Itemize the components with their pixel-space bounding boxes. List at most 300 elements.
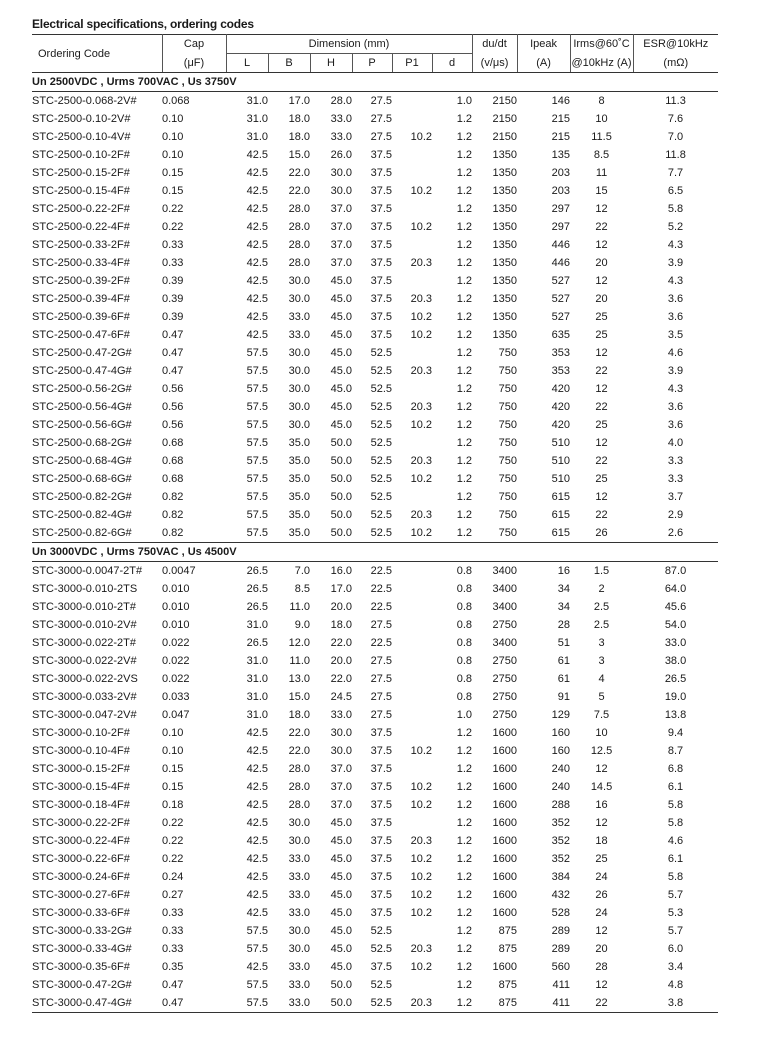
cell-ordering-code: STC-3000-0.15-2F#: [32, 763, 130, 775]
cell-irms: 3: [598, 655, 605, 667]
cell-esr: 7.7: [667, 167, 684, 179]
cell-irms: 25: [595, 329, 608, 341]
cell-dim-P: 52.5: [370, 509, 392, 521]
cell-ordering-code: STC-2500-0.39-2F#: [32, 275, 130, 287]
cell-dim-H: 45.0: [330, 347, 352, 359]
cell-dudt: 750: [498, 473, 518, 485]
cell-dim-H: 45.0: [330, 925, 352, 937]
cell-dim-d: 1.2: [456, 275, 473, 287]
cell-ordering-code: STC-3000-0.47-4G#: [32, 994, 162, 1013]
cell-dim-L: 42.5: [246, 293, 268, 305]
cell-ipeak: 91: [557, 691, 571, 703]
cell-dim-L: 26.5: [246, 637, 268, 649]
cell-cap: 0.22: [162, 203, 184, 215]
cell-ipeak: 432: [551, 889, 571, 901]
header-dimension: Dimension (mm): [226, 35, 472, 54]
cell-dim-H: 50.0: [330, 491, 352, 503]
cell-ordering-code: STC-2500-0.82-6G#: [32, 527, 132, 539]
cell-dim-H: 45.0: [330, 817, 352, 829]
table-row: [32, 92, 718, 111]
table-row: [32, 688, 718, 706]
cell-esr: 3.6: [667, 311, 684, 323]
cell-cap: 0.56: [162, 401, 184, 413]
cell-cap: 0.56: [162, 419, 184, 431]
cell-dim-L: 31.0: [246, 655, 268, 667]
cell-esr: 7.6: [667, 113, 684, 125]
cell-irms: 11: [595, 167, 608, 179]
cell-dim-P: 37.5: [370, 763, 392, 775]
cell-cap: 0.82: [162, 509, 184, 521]
cell-ordering-code: STC-3000-0.22-2F#: [32, 817, 130, 829]
cell-dim-H: 45.0: [330, 853, 352, 865]
cell-dudt: 3400: [492, 583, 518, 595]
cell-dim-P1: [392, 344, 432, 362]
table-row: [32, 850, 718, 868]
cell-ipeak: 446: [551, 257, 571, 269]
cell-dim-L: 42.5: [246, 329, 268, 341]
cell-dim-L: 42.5: [246, 727, 268, 739]
cell-cap: 0.15: [162, 185, 184, 197]
cell-dim-H: 50.0: [330, 437, 352, 449]
cell-esr: 3.6: [667, 293, 684, 305]
cell-cap: 0.47: [162, 329, 184, 341]
cell-irms: 26: [595, 527, 608, 539]
cell-dim-P: 52.5: [370, 943, 392, 955]
cell-ordering-code: STC-3000-0.022-2V#: [32, 655, 137, 667]
cell-ordering-code: STC-2500-0.33-2F#: [32, 239, 130, 251]
cell-dim-B: 28.0: [288, 781, 310, 793]
cell-dim-L: 57.5: [246, 401, 268, 413]
cell-irms: 10: [595, 113, 608, 125]
cell-ordering-code: STC-2500-0.22-4F#: [32, 221, 130, 233]
cell-cap: 0.10: [162, 149, 184, 161]
header-dudt-unit: (v/μs): [472, 54, 517, 73]
cell-dim-d: 1.2: [456, 961, 473, 973]
cell-dim-P: 37.5: [370, 817, 392, 829]
cell-dim-L: 42.5: [246, 781, 268, 793]
table-row: [32, 958, 718, 976]
cell-esr: 54.0: [664, 619, 687, 631]
cell-ipeak: 215: [551, 131, 571, 143]
table-row: [32, 562, 718, 581]
cell-dim-d: 1.2: [456, 835, 473, 847]
cell-dim-P: 37.5: [370, 727, 392, 739]
cell-ipeak: 297: [551, 203, 571, 215]
table-row: [32, 182, 718, 200]
cell-ordering-code: STC-3000-0.18-4F#: [32, 799, 130, 811]
cell-esr: 3.6: [667, 401, 684, 413]
cell-dim-L: 42.5: [246, 835, 268, 847]
cell-dim-L: 42.5: [246, 185, 268, 197]
cell-dim-P1: [392, 688, 432, 706]
cell-dudt: 1350: [492, 167, 518, 179]
cell-dim-P: 37.5: [370, 329, 392, 341]
cell-dim-B: 30.0: [288, 817, 310, 829]
cell-ordering-code: STC-2500-0.56-6G#: [32, 419, 132, 431]
cell-dim-d: 1.2: [456, 925, 473, 937]
cell-dim-L: 42.5: [246, 745, 268, 757]
cell-dim-B: 35.0: [288, 437, 310, 449]
cell-cap: 0.010: [162, 619, 190, 631]
table-row: [32, 236, 718, 254]
cell-ipeak: 297: [551, 221, 571, 233]
cell-cap: 0.82: [162, 491, 184, 503]
section-heading: Un 3000VDC , Urms 750VAC , Us 4500V: [32, 543, 718, 562]
cell-cap: 0.68: [162, 473, 184, 485]
cell-dim-B: 30.0: [288, 383, 310, 395]
cell-ipeak: 527: [551, 293, 571, 305]
cell-dim-P1: 10.2: [410, 419, 432, 431]
cell-dim-L: 57.5: [246, 473, 268, 485]
table-row: [32, 598, 718, 616]
cell-cap: 0.33: [162, 925, 184, 937]
table-row: [32, 200, 718, 218]
cell-ipeak: 61: [557, 655, 571, 667]
table-header: [32, 35, 718, 73]
cell-dim-H: 45.0: [330, 401, 352, 413]
cell-dim-H: 45.0: [330, 889, 352, 901]
cell-dudt: 750: [498, 527, 518, 539]
cell-dudt: 3400: [492, 637, 518, 649]
cell-dudt: 2150: [492, 131, 518, 143]
cell-dim-d: 1.0: [456, 95, 473, 107]
cell-ordering-code: STC-2500-0.15-2F#: [32, 167, 130, 179]
cell-dim-H: 45.0: [330, 943, 352, 955]
cell-dim-d: 1.2: [456, 437, 473, 449]
cell-esr: 5.8: [667, 799, 684, 811]
cell-dudt: 1350: [492, 239, 518, 251]
cell-cap: 0.022: [162, 673, 190, 685]
cell-dim-P1: 10.2: [410, 907, 432, 919]
cell-dim-P1: [392, 200, 432, 218]
cell-dudt: 1600: [492, 853, 518, 865]
cell-dim-H: 37.0: [330, 781, 352, 793]
cell-irms: 4: [598, 673, 605, 685]
section-heading: Un 2500VDC , Urms 700VAC , Us 3750V: [32, 73, 718, 92]
cell-dim-P1: 10.2: [410, 745, 432, 757]
cell-dim-P1: 10.2: [410, 329, 432, 341]
cell-esr: 2.9: [667, 509, 684, 521]
cell-dim-L: 42.5: [246, 275, 268, 287]
table-row: [32, 308, 718, 326]
header-cap: Cap: [162, 35, 226, 54]
cell-dim-P: 27.5: [370, 673, 392, 685]
spec-table: [32, 34, 718, 1013]
cell-esr: 6.8: [667, 763, 684, 775]
cell-dim-H: 45.0: [330, 907, 352, 919]
cell-cap: 0.22: [162, 221, 184, 233]
cell-dim-B: 28.0: [288, 203, 310, 215]
cell-ordering-code: STC-3000-0.047-2V#: [32, 709, 137, 721]
cell-ordering-code: STC-3000-0.0047-2T#: [32, 565, 143, 577]
cell-dim-P1: 10.2: [410, 781, 432, 793]
cell-dim-d: 0.8: [456, 565, 473, 577]
cell-dim-d: 1.2: [432, 994, 472, 1013]
cell-dim-P: 27.5: [370, 691, 392, 703]
table-row: [32, 778, 718, 796]
cell-irms: 22: [595, 221, 608, 233]
cell-ordering-code: STC-2500-0.82-4G#: [32, 509, 132, 521]
cell-dim-P1: [392, 236, 432, 254]
cell-dim-B: 11.0: [289, 655, 310, 667]
cell-irms: 22: [595, 455, 608, 467]
cell-dim-P1: [392, 580, 432, 598]
cell-ipeak: 203: [551, 167, 571, 179]
cell-ordering-code: STC-2500-0.10-2V#: [32, 113, 131, 125]
cell-dim-d: 1.2: [456, 347, 473, 359]
cell-dim-B: 22.0: [288, 167, 310, 179]
cell-dim-d: 0.8: [456, 655, 473, 667]
cell-ordering-code: STC-3000-0.022-2T#: [32, 637, 136, 649]
cell-dim-B: 33.0: [288, 853, 310, 865]
cell-dim-L: 57.5: [246, 419, 268, 431]
cell-dim-L: 42.5: [246, 257, 268, 269]
cell-dim-d: 1.2: [456, 131, 473, 143]
cell-dudt: 750: [498, 401, 518, 413]
cell-dim-B: 13.0: [288, 673, 310, 685]
cell-dim-P: 52.5: [370, 437, 392, 449]
cell-dim-B: 28.0: [288, 763, 310, 775]
table-row: [32, 580, 718, 598]
cell-dim-d: 1.2: [456, 257, 473, 269]
cell-dim-P: 37.5: [370, 221, 392, 233]
cell-dim-L: 57.5: [226, 994, 268, 1013]
cell-ipeak: 411: [517, 994, 570, 1013]
cell-dim-H: 45.0: [330, 365, 352, 377]
cell-cap: 0.27: [162, 889, 184, 901]
header-dudt: du/dt: [472, 35, 517, 54]
cell-esr: 5.8: [667, 817, 684, 829]
cell-dim-H: 50.0: [330, 473, 352, 485]
cell-dim-H: 37.0: [330, 257, 352, 269]
cell-dim-P: 52.5: [370, 401, 392, 413]
cell-dim-P1: [392, 272, 432, 290]
cell-dim-P: 52.5: [370, 347, 392, 359]
table-row: [32, 524, 718, 543]
cell-dudt: 3400: [492, 565, 518, 577]
cell-dudt: 750: [498, 365, 518, 377]
cell-dim-d: 1.2: [456, 727, 473, 739]
cell-dim-d: 1.2: [456, 781, 473, 793]
cell-dim-P: 37.5: [370, 203, 392, 215]
cell-cap: 0.68: [162, 437, 184, 449]
cell-ordering-code: STC-2500-0.22-2F#: [32, 203, 130, 215]
cell-dim-d: 1.2: [456, 979, 473, 991]
cell-dim-d: 1.2: [456, 817, 473, 829]
cell-esr: 3.7: [667, 491, 684, 503]
table-row: [32, 398, 718, 416]
cell-ordering-code: STC-3000-0.47-2G#: [32, 979, 132, 991]
cell-ipeak: 146: [551, 95, 571, 107]
cell-dim-H: 37.0: [330, 221, 352, 233]
cell-irms: 2: [598, 583, 605, 595]
cell-ipeak: 353: [551, 347, 571, 359]
cell-dim-d: 1.2: [456, 167, 473, 179]
cell-irms: 5: [598, 691, 605, 703]
table-row: [32, 760, 718, 778]
cell-irms: 12: [595, 925, 608, 937]
cell-dim-B: 33.0: [288, 889, 310, 901]
cell-ordering-code: STC-2500-0.82-2G#: [32, 491, 132, 503]
cell-ordering-code: STC-2500-0.47-4G#: [32, 365, 132, 377]
table-row: [32, 506, 718, 524]
cell-esr: 4.3: [667, 239, 684, 251]
cell-dim-P1: 10.2: [410, 961, 432, 973]
cell-dim-P: 37.5: [370, 275, 392, 287]
header-H: H: [310, 54, 352, 73]
cell-dim-B: 18.0: [288, 709, 310, 721]
cell-esr: 6.0: [667, 943, 684, 955]
cell-irms: 26: [595, 889, 608, 901]
cell-dim-P: 37.5: [370, 835, 392, 847]
cell-dim-P1: 20.3: [410, 509, 432, 521]
cell-cap: 0.56: [162, 383, 184, 395]
cell-irms: 12: [595, 979, 608, 991]
cell-irms: 10: [595, 727, 608, 739]
cell-dim-P1: [392, 164, 432, 182]
cell-irms: 24: [595, 871, 608, 883]
cell-dim-d: 1.2: [456, 871, 473, 883]
cell-dim-d: 1.2: [456, 745, 473, 757]
cell-irms: 12.5: [590, 745, 613, 757]
table-row: [32, 326, 718, 344]
cell-dim-L: 57.5: [246, 509, 268, 521]
cell-esr: 4.6: [667, 835, 684, 847]
cell-dim-d: 1.2: [456, 799, 473, 811]
cell-dim-L: 57.5: [246, 347, 268, 359]
cell-dim-H: 33.0: [330, 131, 352, 143]
cell-dim-P1: [392, 598, 432, 616]
cell-ipeak: 352: [551, 817, 571, 829]
cell-dim-H: 50.0: [330, 527, 352, 539]
header-ordering-code: Ordering Code: [32, 35, 162, 73]
cell-irms: 18: [595, 835, 608, 847]
cell-ordering-code: STC-3000-0.10-2F#: [32, 727, 130, 739]
cell-esr: 3.6: [667, 419, 684, 431]
cell-irms: 25: [595, 311, 608, 323]
cell-irms: 25: [595, 853, 608, 865]
cell-dim-P: 27.5: [370, 131, 392, 143]
cell-cap: 0.39: [162, 275, 184, 287]
cell-dim-L: 42.5: [246, 889, 268, 901]
cell-dim-B: 30.0: [288, 419, 310, 431]
cell-ipeak: 28: [557, 619, 571, 631]
cell-dim-P: 37.5: [370, 871, 392, 883]
cell-dudt: 750: [498, 491, 518, 503]
table-row: [32, 416, 718, 434]
table-row: [32, 994, 718, 1013]
cell-irms: 12: [595, 347, 608, 359]
table-row: [32, 868, 718, 886]
cell-ipeak: 352: [551, 853, 571, 865]
cell-dim-P1: 20.3: [392, 994, 432, 1013]
cell-irms: 3: [598, 637, 605, 649]
cell-esr: 4.3: [667, 275, 684, 287]
cell-dim-B: 30.0: [288, 293, 310, 305]
cell-dim-L: 42.5: [246, 817, 268, 829]
cell-dim-P1: 10.2: [410, 889, 432, 901]
cell-dim-H: 50.0: [330, 455, 352, 467]
cell-dim-P1: [392, 976, 432, 994]
cell-esr: 64.0: [664, 583, 687, 595]
table-row: [32, 452, 718, 470]
cell-dim-B: 35.0: [288, 455, 310, 467]
cell-dim-P: 22.5: [370, 637, 392, 649]
cell-dim-L: 57.5: [246, 925, 268, 937]
cell-dim-P1: 10.2: [410, 185, 432, 197]
cell-dim-H: 37.0: [330, 203, 352, 215]
cell-irms: 16: [595, 799, 608, 811]
cell-dim-P1: [392, 652, 432, 670]
cell-cap: 0.047: [162, 709, 190, 721]
cell-dim-H: 33.0: [330, 709, 352, 721]
cell-ordering-code: STC-2500-0.56-2G#: [32, 383, 132, 395]
cell-esr: 5.8: [667, 871, 684, 883]
cell-dudt: 1600: [492, 907, 518, 919]
cell-irms: 12: [595, 491, 608, 503]
cell-dudt: 2750: [492, 709, 518, 721]
cell-dim-d: 1.2: [456, 383, 473, 395]
cell-esr: 3.4: [667, 961, 684, 973]
table-row: [32, 814, 718, 832]
cell-irms: 20: [595, 293, 608, 305]
cell-dim-P1: [392, 670, 432, 688]
table-row: [32, 670, 718, 688]
cell-ipeak: 352: [551, 835, 571, 847]
cell-dim-d: 1.2: [456, 455, 473, 467]
cell-ipeak: 129: [551, 709, 571, 721]
cell-irms: 22: [595, 401, 608, 413]
cell-dim-P1: 20.3: [410, 401, 432, 413]
cell-dim-H: 45.0: [330, 835, 352, 847]
cell-dim-d: 0.8: [456, 619, 473, 631]
cell-dim-H: 18.0: [330, 619, 352, 631]
cell-dim-B: 18.0: [288, 131, 310, 143]
cell-dim-P: 37.5: [370, 239, 392, 251]
cell-cap: 0.33: [162, 943, 184, 955]
cell-cap: 0.10: [162, 745, 184, 757]
cell-ipeak: 560: [551, 961, 571, 973]
cell-dim-B: 30.0: [288, 925, 310, 937]
cell-dim-L: 42.5: [246, 221, 268, 233]
cell-irms: 8: [598, 95, 605, 107]
cell-esr: 6.1: [667, 781, 684, 793]
cell-dim-L: 26.5: [246, 601, 268, 613]
cell-dim-d: 1.2: [456, 203, 473, 215]
cell-ipeak: 510: [551, 455, 571, 467]
cell-cap: 0.22: [162, 835, 184, 847]
cell-cap: 0.0047: [162, 565, 196, 577]
cell-irms: 7.5: [593, 709, 610, 721]
cell-dim-H: 24.5: [330, 691, 352, 703]
cell-dim-B: 9.0: [294, 619, 310, 631]
cell-ordering-code: STC-3000-0.15-4F#: [32, 781, 130, 793]
cell-dim-d: 0.8: [456, 601, 473, 613]
cell-dudt: 1600: [492, 835, 518, 847]
cell-ordering-code: STC-3000-0.10-4F#: [32, 745, 130, 757]
cell-dudt: 1600: [492, 871, 518, 883]
cell-dim-P: 37.5: [370, 257, 392, 269]
cell-esr: 87.0: [664, 565, 687, 577]
cell-dim-P: 52.5: [370, 455, 392, 467]
cell-dim-P1: 20.3: [410, 835, 432, 847]
cell-dim-B: 30.0: [288, 401, 310, 413]
cell-dim-d: 1.2: [456, 419, 473, 431]
cell-dudt: 750: [498, 419, 518, 431]
cell-cap: 0.010: [162, 583, 190, 595]
cell-ordering-code: STC-2500-0.068-2V#: [32, 95, 137, 107]
cell-dudt: 1600: [492, 781, 518, 793]
